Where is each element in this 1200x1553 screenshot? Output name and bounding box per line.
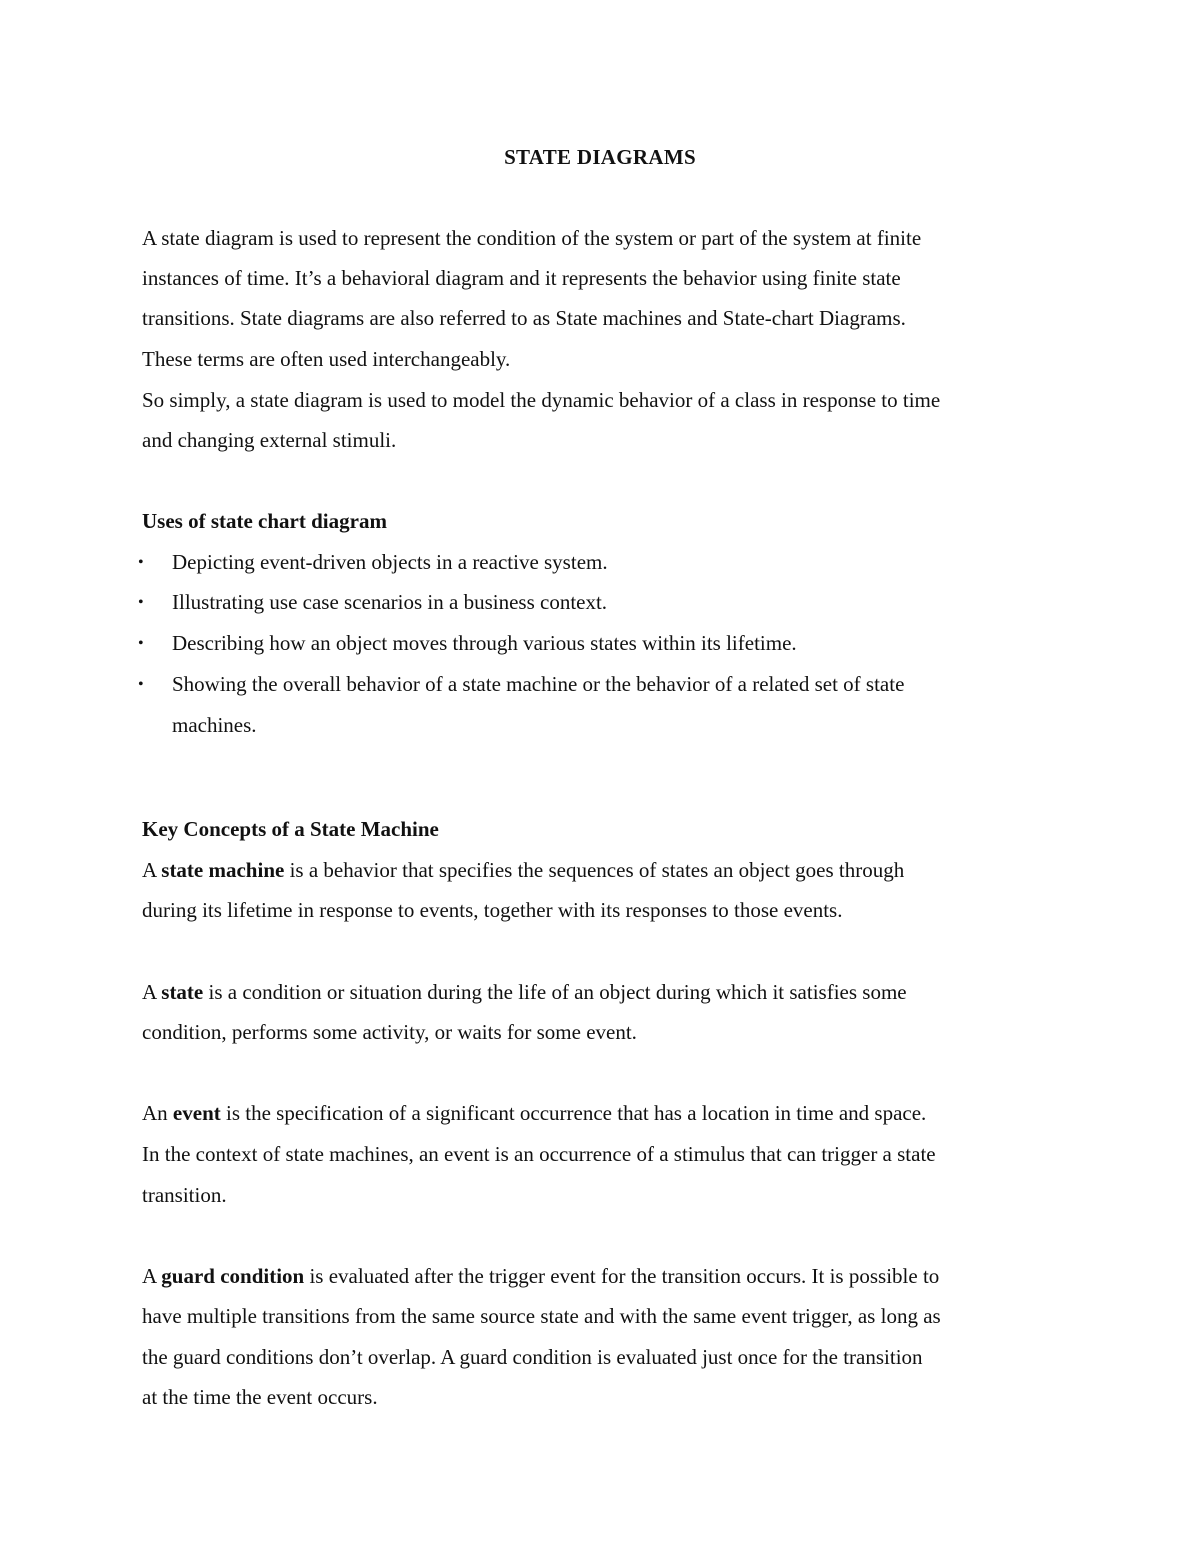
text-rest: is a condition or situation during the life of an object during which it satisfies some — [203, 980, 907, 1004]
key-concepts-heading: Key Concepts of a State Machine — [142, 817, 439, 841]
text-rest: is evaluated after the trigger event for the transition occurs. It is possible to — [304, 1264, 940, 1288]
text-rest: is a behavior that specifies the sequences of states an object goes through — [284, 858, 905, 882]
term-event: event — [172, 1101, 221, 1125]
list-item-continuation: machines. — [172, 713, 257, 737]
guard-definition — [142, 1262, 939, 1290]
uses-heading: Uses of state chart diagram — [142, 509, 387, 533]
event-definition — [142, 1099, 926, 1127]
event-line-3: transition. — [142, 1183, 227, 1207]
term-state: state — [161, 980, 204, 1004]
guard-line-4: at the time the event occurs. — [142, 1385, 378, 1409]
intro-line-5: So simply, a state diagram is used to model the dynamic behavior of a class in response to time — [142, 388, 941, 412]
guard-line-2: have multiple transitions from the same source state and with the same event trigger, as long as — [142, 1304, 941, 1328]
term-state-machine: state machine — [161, 858, 285, 882]
term-guard-condition: guard condition — [161, 1264, 305, 1288]
list-item: Depicting event-driven objects in a reactive system. — [172, 550, 608, 574]
state-machine-definition — [142, 856, 904, 884]
intro-line-3: transitions. State diagrams are also referred to as State machines and State-chart Diagrams. — [142, 306, 906, 330]
event-line-2: In the context of state machines, an event is an occurrence of a stimulus that can trigger a state — [142, 1142, 936, 1166]
intro-line-6: and changing external stimuli. — [142, 428, 397, 452]
bullet-icon: • — [138, 635, 144, 652]
bullet-icon: • — [138, 554, 144, 571]
list-item: Describing how an object moves through various states within its lifetime. — [172, 631, 797, 655]
intro-line-4: These terms are often used interchangeably. — [142, 347, 511, 371]
state-machine-line-2: during its lifetime in response to events, together with its responses to those events. — [142, 898, 843, 922]
bullet-icon: • — [138, 594, 144, 611]
text-prefix: A — [142, 858, 162, 882]
text-rest: is the specification of a significant occurrence that has a location in time and space. — [220, 1101, 927, 1125]
page-title: STATE DIAGRAMS — [504, 145, 696, 169]
text-prefix: A — [142, 980, 162, 1004]
text-prefix: An — [142, 1101, 173, 1125]
state-line-2: condition, performs some activity, or waits for some event. — [142, 1020, 637, 1044]
intro-line-1: A state diagram is used to represent the condition of the system or part of the system at finite — [142, 226, 922, 250]
text-prefix: A — [142, 1264, 162, 1288]
list-item: Showing the overall behavior of a state machine or the behavior of a related set of state — [172, 672, 905, 696]
guard-line-3: the guard conditions don’t overlap. A guard condition is evaluated just once for the transition — [142, 1345, 923, 1369]
list-item: Illustrating use case scenarios in a business context. — [172, 590, 608, 614]
intro-line-2: instances of time. It’s a behavioral diagram and it represents the behavior using finite state — [142, 266, 901, 290]
bullet-icon: • — [138, 676, 144, 693]
state-definition — [142, 978, 907, 1006]
